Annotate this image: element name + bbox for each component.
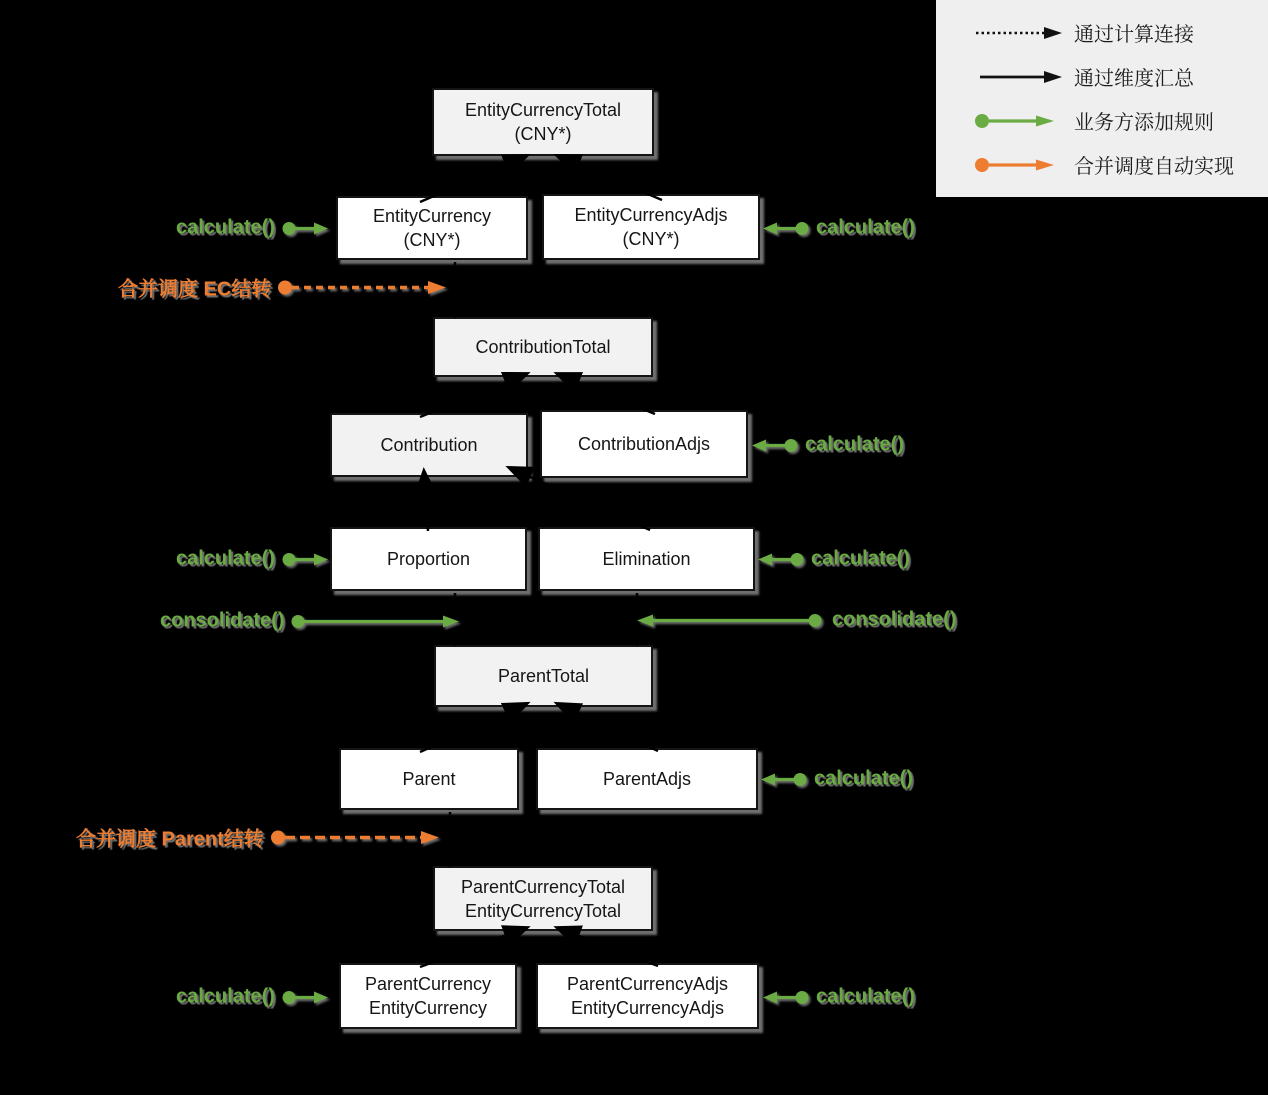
annotation-calculate-proportion (176, 548, 328, 571)
node-label: Contribution (380, 435, 478, 455)
solid-arrow-icon (974, 68, 1074, 86)
node-parent (339, 748, 519, 810)
annotation-text: calculate() (816, 216, 915, 239)
legend-label: 合并调度自动实现 (1074, 156, 1234, 178)
node-label: ContributionTotal (475, 337, 611, 357)
node-label: ParentCurrencyAdjs (566, 974, 729, 994)
annotation-text: consolidate() (832, 608, 957, 631)
annotation-ec-carryover (118, 273, 446, 302)
legend-panel (936, 0, 1268, 197)
green-dot-arrow-left-icon (763, 219, 809, 237)
node-parent-currency (339, 963, 517, 1029)
legend-item-business-rule (936, 99, 1268, 143)
green-dot-arrow-left-icon (637, 611, 825, 629)
annotation-calculate-entitycurrencyadjs (763, 217, 915, 240)
node-label: ParentCurrency (364, 974, 492, 994)
node-contribution-adjs (540, 410, 748, 478)
node-label: EntityCurrencyTotal (464, 100, 622, 120)
node-sublabel: EntityCurrency (368, 998, 488, 1018)
agg-parent-to-total (420, 704, 526, 752)
annotation-calculate-elimination (758, 548, 910, 571)
annotation-consolidate-right (637, 609, 956, 632)
node-entity-currency-total (432, 88, 654, 156)
node-sublabel: (CNY*) (622, 229, 680, 249)
node-contribution-total (433, 317, 653, 377)
orange-dot-arrow-icon (974, 156, 1074, 174)
orange-dot-arrow-right-icon (271, 828, 439, 846)
annotation-text: calculate() (814, 767, 913, 790)
annotation-text: 合并调度 Parent结转 (76, 828, 264, 851)
node-sublabel: EntityCurrencyTotal (464, 900, 622, 921)
legend-item-auto-schedule (936, 143, 1268, 187)
legend-label: 通过维度汇总 (1074, 68, 1194, 90)
annotation-text: calculate() (805, 433, 904, 456)
node-parent-adjs (536, 748, 758, 810)
green-dot-arrow-right-icon (282, 219, 328, 237)
annotation-text: calculate() (176, 547, 275, 570)
green-dot-arrow-right-icon (291, 612, 459, 630)
annotation-text: 合并调度 EC结转 (118, 278, 272, 301)
annotation-calculate-parentadjs (761, 768, 913, 791)
agg-parentcurrency-to-total (420, 928, 526, 967)
node-contribution (330, 413, 528, 477)
node-proportion (330, 527, 527, 591)
node-entity-currency (336, 196, 528, 260)
node-label: EntityCurrencyAdjs (574, 205, 728, 225)
agg-proportion-to-contribution (424, 472, 428, 531)
node-sublabel: (CNY*) (403, 230, 461, 250)
annotation-text: consolidate() (160, 609, 285, 632)
annotation-text: calculate() (176, 216, 275, 239)
node-parent-total (434, 645, 653, 707)
node-sublabel: EntityCurrencyAdjs (570, 998, 725, 1018)
node-elimination (538, 527, 755, 591)
node-sublabel: (CNY*) (514, 124, 572, 144)
annotation-text: calculate() (176, 985, 275, 1008)
legend-label: 业务方添加规则 (1074, 112, 1214, 134)
annotation-calculate-entitycurrency (176, 217, 328, 240)
annotation-calculate-contributionadjs (752, 434, 904, 457)
agg-contributionadjs-to-total (558, 374, 655, 414)
node-label: Elimination (602, 549, 691, 569)
green-dot-arrow-left-icon (763, 988, 809, 1006)
agg-contribution-to-total (420, 374, 526, 417)
annotation-calculate-parentcurrencyadjs (763, 986, 915, 1009)
agg-parentadjs-to-total (558, 704, 658, 751)
green-dot-arrow-left-icon (761, 770, 807, 788)
annotation-calculate-parentcurrency (176, 986, 328, 1009)
green-dot-arrow-right-icon (282, 550, 328, 568)
dotted-arrow-icon (974, 24, 1074, 42)
agg-parentcurrencyadjs-to-total (558, 928, 658, 966)
orange-dot-arrow-right-icon (278, 278, 446, 296)
node-parent-currency-adjs (536, 963, 759, 1029)
node-label: ContributionAdjs (577, 434, 711, 454)
annotation-text: calculate() (816, 985, 915, 1008)
annotation-parent-carryover (76, 823, 439, 852)
annotation-consolidate-left (160, 610, 459, 633)
legend-item-calc-link (936, 11, 1268, 55)
node-entity-currency-adjs (542, 194, 760, 260)
node-label: Parent (402, 769, 456, 789)
annotation-text: calculate() (811, 547, 910, 570)
green-dot-arrow-icon (974, 112, 1074, 130)
node-label: EntityCurrency (372, 206, 492, 226)
node-label: ParentCurrencyTotal (460, 876, 626, 897)
green-dot-arrow-left-icon (752, 436, 798, 454)
node-label: ParentAdjs (602, 769, 692, 789)
legend-label: 通过计算连接 (1074, 24, 1194, 46)
legend-item-dimension-rollup (936, 55, 1268, 99)
green-dot-arrow-right-icon (282, 988, 328, 1006)
node-parent-currency-total (433, 866, 653, 931)
node-label: Proportion (386, 549, 471, 569)
green-dot-arrow-left-icon (758, 550, 804, 568)
node-label: ParentTotal (497, 666, 590, 686)
